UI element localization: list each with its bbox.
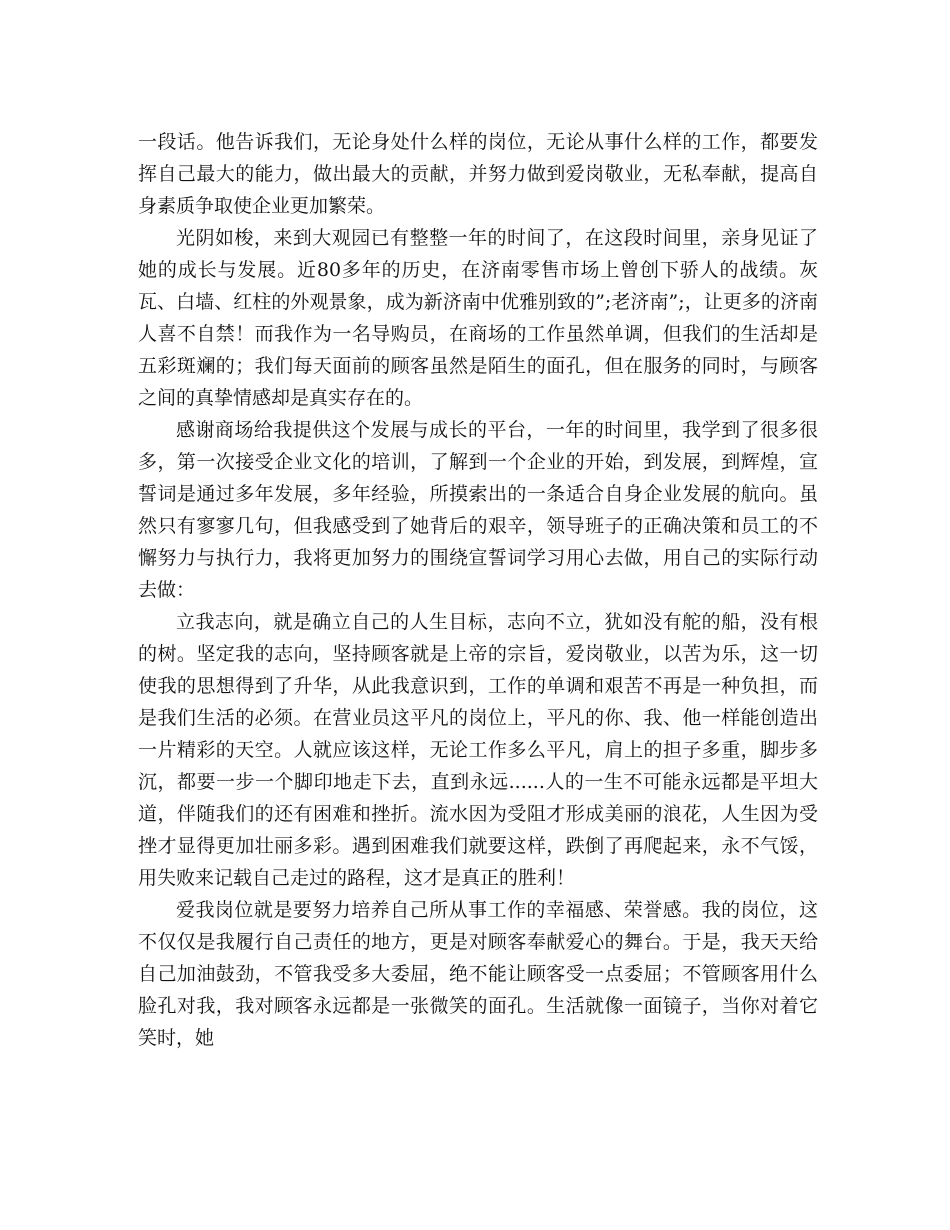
paragraph-ganxie: 感谢商场给我提供这个发展与成长的平台，一年的时间里，我学到了很多很多，第一次接受企业文化的培训，了解到一个企业的开始，到发展，到辉煌，宣誓词是通过多年发展，多年经验，所摸索出的一条适合自身企业发展的航向。虽然只有寥寥几句，但我感受到了她背后的艰辛，领导班子的正确决策和员工的不懈努力与执行力，我将更加努力的围绕宣誓词学习用心去做，用自己的实际行动去做： bbox=[138, 419, 818, 601]
paragraph-continuation: 一段话。他告诉我们，无论身处什么样的岗位，无论从事什么样的工作，都要发挥自己最大的能力，做出最大的贡献，并努力做到爱岗敬业，无私奉献，提高自身素质争取使企业更加繁荣。 bbox=[138, 131, 818, 217]
paragraph-liwozhixiang: 立我志向，就是确立自己的人生目标，志向不立，犹如没有舵的船，没有根的树。坚定我的志向，坚持顾客就是上帝的宗旨，爱岗敬业，以苦为乐，这一切使我的思想得到了升华，从此我意识到，工作的单调和艰苦不再是一种负担，而是我们生活的必须。在营业员这平凡的岗位上，平凡的你、我、他一样能创造出一片精彩的天空。人就应该这样，无论工作多么平凡，肩上的担子多重，脚步多沉，都要一步一个脚印地走下去，直到永远......人的一生不可能永远都是平坦大道，伴随我们的还有困难和挫折。流水因为受阻才形成美丽的浪花，人生因为受挫才显得更加壮丽多彩。遇到困难我们就要这样，跌倒了再爬起来，永不气馁，用失败来记载自己走过的路程，这才是真正的胜利！ bbox=[138, 611, 818, 889]
document-body bbox=[138, 126, 818, 1054]
paragraph-aiwogangwei: 爱我岗位就是要努力培养自己所从事工作的幸福感、荣誉感。我的岗位，这不仅仅是我履行自己责任的地方，更是对顾客奉献爱心的舞台。于是，我天天给自己加油鼓劲，不管我受多大委屈，绝不能让顾客受一点委屈；不管顾客用什么脸孔对我，我对顾客永远都是一张微笑的面孔。生活就像一面镜子，当你对着它笑时，她 bbox=[138, 899, 818, 1049]
paragraph-guangyin: 光阴如梭，来到大观园已有整整一年的时间了，在这段时间里，亲身见证了她的成长与发展。近80多年的历史，在济南零售市场上曾创下骄人的战绩。灰瓦、白墙、红柱的外观景象，成为新济南中优雅别致的”;老济南”;，让更多的济南人喜不自禁！而我作为一名导购员，在商场的工作虽然单调，但我们的生活却是五彩斑斓的；我们每天面前的顾客虽然是陌生的面孔，但在服务的同时，与顾客之间的真挚情感却是真实存在的。 bbox=[138, 227, 818, 409]
